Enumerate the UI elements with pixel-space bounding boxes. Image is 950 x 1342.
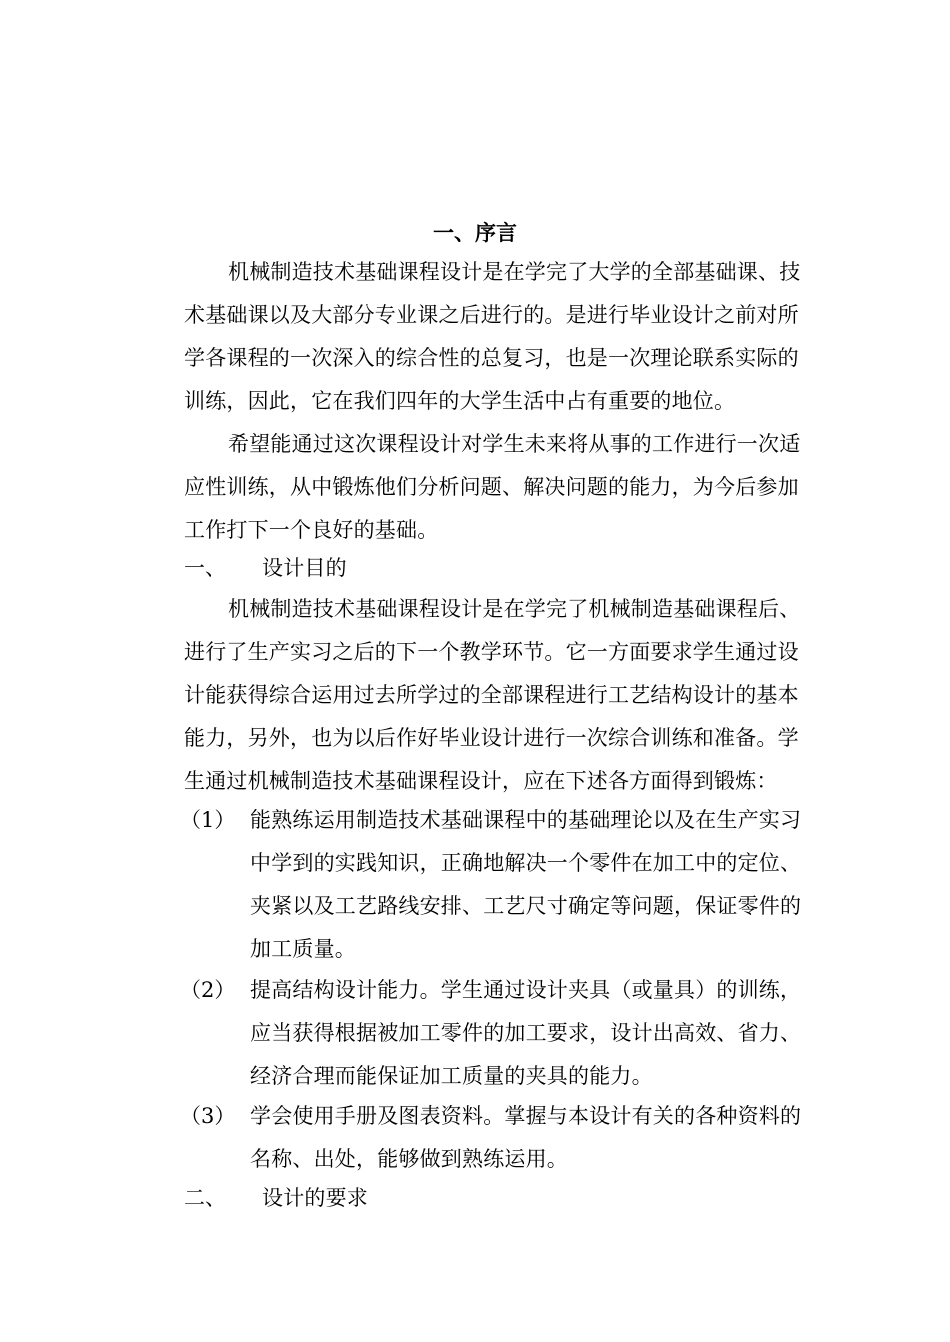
section-1-p-line-2: 进行了生产实习之后的下一个教学环节。它一方面要求学生通过设 [184, 640, 799, 664]
item-2-line-1: 提高结构设计能力。学生通过设计夹具（或量具）的训练， [250, 978, 802, 1002]
section-2-heading: 设计的要求 [262, 1186, 368, 1210]
intro-p2-line-1: 希望能通过这次课程设计对学生未来将从事的工作进行一次适 [228, 432, 801, 456]
intro-p1-line-1: 机械制造技术基础课程设计是在学完了大学的全部基础课、技 [228, 260, 801, 284]
item-1-line-4: 加工质量。 [250, 937, 356, 961]
intro-p1-line-3: 学各课程的一次深入的综合性的总复习，也是一次理论联系实际的 [184, 346, 799, 370]
item-3-marker: （3） [180, 1104, 236, 1128]
section-1-p-line-3: 计能获得综合运用过去所学过的全部课程进行工艺结构设计的基本 [184, 683, 799, 707]
intro-p1-line-4: 训练，因此，它在我们四年的大学生活中占有重要的地位。 [184, 389, 736, 413]
item-2-marker: （2） [180, 978, 236, 1002]
intro-p2-line-2: 应性训练，从中锻炼他们分析问题、解决问题的能力，为今后参加 [184, 475, 799, 499]
section-1-p-line-1: 机械制造技术基础课程设计是在学完了机械制造基础课程后、 [228, 597, 801, 621]
section-1-p-line-4: 能力，另外，也为以后作好毕业设计进行一次综合训练和准备。学 [184, 726, 799, 750]
intro-p2-line-3: 工作打下一个良好的基础。 [184, 518, 439, 542]
item-2-line-2: 应当获得根据被加工零件的加工要求，设计出高效、省力、 [250, 1021, 802, 1045]
intro-p1-line-2: 术基础课以及大部分专业课之后进行的。是进行毕业设计之前对所 [184, 303, 799, 327]
item-3-line-1: 学会使用手册及图表资料。掌握与本设计有关的各种资料的 [250, 1104, 802, 1128]
item-1-line-2: 中学到的实践知识，正确地解决一个零件在加工中的定位、 [250, 851, 802, 875]
page-title: 一、序言 [433, 220, 517, 245]
item-1-line-3: 夹紧以及工艺路线安排、工艺尺寸确定等问题，保证零件的 [250, 894, 802, 918]
section-1-p-line-5: 生通过机械制造技术基础课程设计，应在下述各方面得到锻炼： [184, 769, 778, 793]
section-1-heading: 设计目的 [262, 556, 347, 580]
item-1-line-1: 能熟练运用制造技术基础课程中的基础理论以及在生产实习 [250, 808, 802, 832]
item-3-line-2: 名称、出处，能够做到熟练运用。 [250, 1147, 568, 1171]
section-2-number: 二、 [184, 1186, 226, 1210]
item-2-line-3: 经济合理而能保证加工质量的夹具的能力。 [250, 1064, 653, 1088]
item-1-marker: （1） [180, 808, 236, 832]
section-1-number: 一、 [184, 556, 226, 580]
